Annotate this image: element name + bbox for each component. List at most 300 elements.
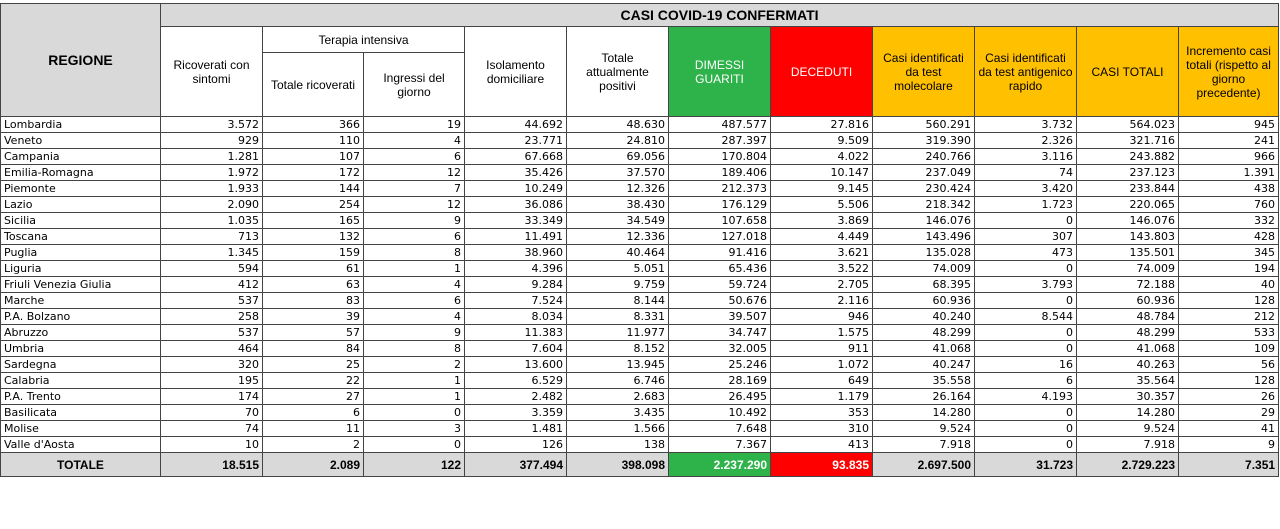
total-isolamento: 377.494 [465, 453, 567, 477]
cell-region: Basilicata [1, 405, 161, 421]
cell-casi-totali: 40.263 [1077, 357, 1179, 373]
cell-casi-totali: 9.524 [1077, 421, 1179, 437]
cell-dimessi: 50.676 [669, 293, 771, 309]
cell-ingressi: 4 [364, 309, 465, 325]
cell-totale-ricoverati: 144 [263, 181, 364, 197]
cell-ricoverati: 174 [161, 389, 263, 405]
cell-ingressi: 6 [364, 293, 465, 309]
cell-incremento: 241 [1179, 133, 1279, 149]
table-row [1, 197, 1279, 213]
cell-isolamento: 4.396 [465, 261, 567, 277]
cell-region: Liguria [1, 261, 161, 277]
cell-region: Abruzzo [1, 325, 161, 341]
cell-region: Veneto [1, 133, 161, 149]
cell-dimessi: 170.804 [669, 149, 771, 165]
cell-ricoverati: 70 [161, 405, 263, 421]
table-title: CASI COVID-19 CONFERMATI [161, 4, 1279, 27]
cell-totale-ricoverati: 84 [263, 341, 364, 357]
cell-ricoverati: 1.345 [161, 245, 263, 261]
cell-positivi: 34.549 [567, 213, 669, 229]
cell-positivi: 38.430 [567, 197, 669, 213]
cell-antigenico: 0 [975, 261, 1077, 277]
cell-ricoverati: 464 [161, 341, 263, 357]
cell-molecolare: 41.068 [873, 341, 975, 357]
cell-casi-totali: 135.501 [1077, 245, 1179, 261]
cell-ricoverati: 412 [161, 277, 263, 293]
cell-molecolare: 68.395 [873, 277, 975, 293]
cell-molecolare: 48.299 [873, 325, 975, 341]
cell-isolamento: 2.482 [465, 389, 567, 405]
table-row [1, 229, 1279, 245]
cell-ricoverati: 1.035 [161, 213, 263, 229]
header-ricoverati: Ricoverati con sintomi [161, 27, 263, 117]
cell-isolamento: 35.426 [465, 165, 567, 181]
cell-positivi: 8.152 [567, 341, 669, 357]
cell-casi-totali: 60.936 [1077, 293, 1179, 309]
cell-casi-totali: 143.803 [1077, 229, 1179, 245]
cell-ricoverati: 1.281 [161, 149, 263, 165]
cell-region: Sardegna [1, 357, 161, 373]
total-region: TOTALE [1, 453, 161, 477]
cell-totale-ricoverati: 132 [263, 229, 364, 245]
cell-isolamento: 7.524 [465, 293, 567, 309]
cell-deceduti: 911 [771, 341, 873, 357]
table-row [1, 213, 1279, 229]
cell-deceduti: 353 [771, 405, 873, 421]
cell-antigenico: 4.193 [975, 389, 1077, 405]
table-row [1, 405, 1279, 421]
table-row [1, 261, 1279, 277]
cell-incremento: 41 [1179, 421, 1279, 437]
cell-positivi: 8.331 [567, 309, 669, 325]
header-totale-ricoverati: Totale ricoverati [263, 53, 364, 117]
cell-region: Puglia [1, 245, 161, 261]
table-body [1, 117, 1279, 477]
cell-antigenico: 0 [975, 405, 1077, 421]
cell-deceduti: 3.621 [771, 245, 873, 261]
cell-dimessi: 7.367 [669, 437, 771, 453]
cell-totale-ricoverati: 2 [263, 437, 364, 453]
cell-incremento: 212 [1179, 309, 1279, 325]
cell-incremento: 194 [1179, 261, 1279, 277]
total-positivi: 398.098 [567, 453, 669, 477]
table-row [1, 149, 1279, 165]
cell-isolamento: 23.771 [465, 133, 567, 149]
cell-isolamento: 36.086 [465, 197, 567, 213]
cell-ingressi: 9 [364, 213, 465, 229]
cell-totale-ricoverati: 165 [263, 213, 364, 229]
header-antigenico: Casi identificati da test antigenico rapido [975, 27, 1077, 117]
cell-molecolare: 135.028 [873, 245, 975, 261]
cell-antigenico: 0 [975, 421, 1077, 437]
cell-dimessi: 10.492 [669, 405, 771, 421]
cell-deceduti: 10.147 [771, 165, 873, 181]
table-row [1, 245, 1279, 261]
header-terapia-intensiva: Terapia intensiva [263, 27, 465, 53]
cell-ingressi: 4 [364, 133, 465, 149]
cell-antigenico: 0 [975, 437, 1077, 453]
cell-positivi: 9.759 [567, 277, 669, 293]
cell-ingressi: 2 [364, 357, 465, 373]
cell-casi-totali: 41.068 [1077, 341, 1179, 357]
cell-dimessi: 26.495 [669, 389, 771, 405]
cell-ricoverati: 537 [161, 293, 263, 309]
table-row [1, 117, 1279, 133]
table-row [1, 293, 1279, 309]
cell-deceduti: 310 [771, 421, 873, 437]
cell-dimessi: 212.373 [669, 181, 771, 197]
cell-totale-ricoverati: 254 [263, 197, 364, 213]
cell-molecolare: 237.049 [873, 165, 975, 181]
cell-casi-totali: 48.784 [1077, 309, 1179, 325]
cell-region: Marche [1, 293, 161, 309]
cell-molecolare: 14.280 [873, 405, 975, 421]
cell-incremento: 40 [1179, 277, 1279, 293]
cell-antigenico: 0 [975, 213, 1077, 229]
cell-molecolare: 40.240 [873, 309, 975, 325]
table-row [1, 421, 1279, 437]
cell-casi-totali: 237.123 [1077, 165, 1179, 181]
cell-ricoverati: 258 [161, 309, 263, 325]
cell-isolamento: 7.604 [465, 341, 567, 357]
cell-ingressi: 1 [364, 261, 465, 277]
cell-isolamento: 11.383 [465, 325, 567, 341]
cell-molecolare: 40.247 [873, 357, 975, 373]
header-incremento: Incremento casi totali (rispetto al giorno precedente) [1179, 27, 1279, 117]
cell-dimessi: 107.658 [669, 213, 771, 229]
cell-ricoverati: 1.933 [161, 181, 263, 197]
cell-antigenico: 307 [975, 229, 1077, 245]
table-row [1, 165, 1279, 181]
cell-isolamento: 38.960 [465, 245, 567, 261]
cell-molecolare: 319.390 [873, 133, 975, 149]
cell-molecolare: 143.496 [873, 229, 975, 245]
cell-ricoverati: 10 [161, 437, 263, 453]
cell-ingressi: 7 [364, 181, 465, 197]
cell-antigenico: 16 [975, 357, 1077, 373]
table-row [1, 277, 1279, 293]
cell-region: Calabria [1, 373, 161, 389]
cell-totale-ricoverati: 159 [263, 245, 364, 261]
cell-ingressi: 0 [364, 405, 465, 421]
cell-isolamento: 10.249 [465, 181, 567, 197]
cell-isolamento: 33.349 [465, 213, 567, 229]
cell-totale-ricoverati: 39 [263, 309, 364, 325]
cell-dimessi: 189.406 [669, 165, 771, 181]
table-row [1, 437, 1279, 453]
cell-ingressi: 8 [364, 245, 465, 261]
cell-dimessi: 91.416 [669, 245, 771, 261]
cell-casi-totali: 7.918 [1077, 437, 1179, 453]
cell-deceduti: 3.522 [771, 261, 873, 277]
cell-dimessi: 287.397 [669, 133, 771, 149]
cell-antigenico: 0 [975, 341, 1077, 357]
cell-casi-totali: 564.023 [1077, 117, 1179, 133]
cell-isolamento: 8.034 [465, 309, 567, 325]
cell-isolamento: 13.600 [465, 357, 567, 373]
cell-casi-totali: 233.844 [1077, 181, 1179, 197]
cell-dimessi: 7.648 [669, 421, 771, 437]
cell-region: Molise [1, 421, 161, 437]
cell-ingressi: 3 [364, 421, 465, 437]
table-row [1, 389, 1279, 405]
cell-antigenico: 8.544 [975, 309, 1077, 325]
cell-positivi: 12.336 [567, 229, 669, 245]
table-row [1, 309, 1279, 325]
cell-deceduti: 2.116 [771, 293, 873, 309]
cell-casi-totali: 243.882 [1077, 149, 1179, 165]
cell-deceduti: 2.705 [771, 277, 873, 293]
cell-ricoverati: 195 [161, 373, 263, 389]
total-casi-totali: 2.729.223 [1077, 453, 1179, 477]
cell-casi-totali: 72.188 [1077, 277, 1179, 293]
cell-deceduti: 413 [771, 437, 873, 453]
cell-ricoverati: 929 [161, 133, 263, 149]
cell-deceduti: 27.816 [771, 117, 873, 133]
cell-positivi: 8.144 [567, 293, 669, 309]
cell-antigenico: 3.420 [975, 181, 1077, 197]
table-row [1, 325, 1279, 341]
cell-antigenico: 3.793 [975, 277, 1077, 293]
cell-incremento: 56 [1179, 357, 1279, 373]
cell-positivi: 24.810 [567, 133, 669, 149]
cell-region: Lombardia [1, 117, 161, 133]
cell-incremento: 428 [1179, 229, 1279, 245]
cell-positivi: 11.977 [567, 325, 669, 341]
cell-region: Toscana [1, 229, 161, 245]
covid-cases-table [0, 3, 1279, 477]
cell-ricoverati: 594 [161, 261, 263, 277]
cell-deceduti: 5.506 [771, 197, 873, 213]
cell-deceduti: 4.449 [771, 229, 873, 245]
cell-positivi: 5.051 [567, 261, 669, 277]
cell-dimessi: 28.169 [669, 373, 771, 389]
cell-molecolare: 7.918 [873, 437, 975, 453]
cell-casi-totali: 48.299 [1077, 325, 1179, 341]
cell-incremento: 109 [1179, 341, 1279, 357]
cell-molecolare: 146.076 [873, 213, 975, 229]
cell-region: Campania [1, 149, 161, 165]
cell-antigenico: 0 [975, 293, 1077, 309]
cell-casi-totali: 146.076 [1077, 213, 1179, 229]
cell-ricoverati: 3.572 [161, 117, 263, 133]
cell-incremento: 945 [1179, 117, 1279, 133]
cell-dimessi: 127.018 [669, 229, 771, 245]
header-ingressi: Ingressi del giorno [364, 53, 465, 117]
cell-positivi: 6.746 [567, 373, 669, 389]
header-molecolare: Casi identificati da test molecolare [873, 27, 975, 117]
cell-totale-ricoverati: 57 [263, 325, 364, 341]
cell-totale-ricoverati: 110 [263, 133, 364, 149]
cell-ricoverati: 1.972 [161, 165, 263, 181]
cell-dimessi: 25.246 [669, 357, 771, 373]
cell-antigenico: 74 [975, 165, 1077, 181]
cell-region: Piemonte [1, 181, 161, 197]
header-positivi: Totale attualmente positivi [567, 27, 669, 117]
header-isolamento: Isolamento domiciliare [465, 27, 567, 117]
cell-casi-totali: 74.009 [1077, 261, 1179, 277]
cell-incremento: 332 [1179, 213, 1279, 229]
cell-ingressi: 12 [364, 165, 465, 181]
cell-totale-ricoverati: 6 [263, 405, 364, 421]
cell-incremento: 128 [1179, 373, 1279, 389]
cell-positivi: 37.570 [567, 165, 669, 181]
header-casi-totali: CASI TOTALI [1077, 27, 1179, 117]
cell-dimessi: 487.577 [669, 117, 771, 133]
cell-molecolare: 26.164 [873, 389, 975, 405]
cell-totale-ricoverati: 63 [263, 277, 364, 293]
cell-ingressi: 19 [364, 117, 465, 133]
cell-region: Sicilia [1, 213, 161, 229]
cell-isolamento: 44.692 [465, 117, 567, 133]
cell-casi-totali: 30.357 [1077, 389, 1179, 405]
cell-molecolare: 35.558 [873, 373, 975, 389]
cell-ingressi: 1 [364, 373, 465, 389]
cell-dimessi: 32.005 [669, 341, 771, 357]
cell-positivi: 138 [567, 437, 669, 453]
table-row [1, 133, 1279, 149]
cell-ricoverati: 713 [161, 229, 263, 245]
header-regione: REGIONE [1, 4, 161, 117]
cell-deceduti: 3.869 [771, 213, 873, 229]
cell-incremento: 128 [1179, 293, 1279, 309]
cell-ingressi: 12 [364, 197, 465, 213]
cell-ingressi: 8 [364, 341, 465, 357]
cell-deceduti: 1.179 [771, 389, 873, 405]
cell-molecolare: 560.291 [873, 117, 975, 133]
cell-molecolare: 60.936 [873, 293, 975, 309]
cell-ricoverati: 537 [161, 325, 263, 341]
total-antigenico: 31.723 [975, 453, 1077, 477]
cell-ingressi: 6 [364, 229, 465, 245]
header-dimessi: DIMESSI GUARITI [669, 27, 771, 117]
cell-region: P.A. Bolzano [1, 309, 161, 325]
cell-ingressi: 6 [364, 149, 465, 165]
total-ricoverati: 18.515 [161, 453, 263, 477]
total-dimessi: 2.237.290 [669, 453, 771, 477]
cell-casi-totali: 321.716 [1077, 133, 1179, 149]
cell-positivi: 40.464 [567, 245, 669, 261]
cell-deceduti: 9.145 [771, 181, 873, 197]
cell-incremento: 533 [1179, 325, 1279, 341]
cell-ingressi: 4 [364, 277, 465, 293]
table-row [1, 341, 1279, 357]
table-row [1, 181, 1279, 197]
cell-antigenico: 0 [975, 325, 1077, 341]
table-row [1, 357, 1279, 373]
cell-totale-ricoverati: 366 [263, 117, 364, 133]
cell-dimessi: 39.507 [669, 309, 771, 325]
cell-incremento: 760 [1179, 197, 1279, 213]
cell-deceduti: 1.072 [771, 357, 873, 373]
cell-ricoverati: 2.090 [161, 197, 263, 213]
cell-dimessi: 34.747 [669, 325, 771, 341]
cell-region: Friuli Venezia Giulia [1, 277, 161, 293]
cell-totale-ricoverati: 83 [263, 293, 364, 309]
cell-molecolare: 218.342 [873, 197, 975, 213]
cell-isolamento: 67.668 [465, 149, 567, 165]
total-deceduti: 93.835 [771, 453, 873, 477]
cell-dimessi: 176.129 [669, 197, 771, 213]
cell-molecolare: 230.424 [873, 181, 975, 197]
cell-isolamento: 9.284 [465, 277, 567, 293]
cell-positivi: 12.326 [567, 181, 669, 197]
cell-antigenico: 3.732 [975, 117, 1077, 133]
table-row [1, 373, 1279, 389]
cell-positivi: 13.945 [567, 357, 669, 373]
cell-deceduti: 946 [771, 309, 873, 325]
cell-dimessi: 59.724 [669, 277, 771, 293]
cell-isolamento: 126 [465, 437, 567, 453]
total-totale-ricoverati: 2.089 [263, 453, 364, 477]
cell-region: Valle d'Aosta [1, 437, 161, 453]
cell-isolamento: 11.491 [465, 229, 567, 245]
cell-region: Umbria [1, 341, 161, 357]
total-molecolare: 2.697.500 [873, 453, 975, 477]
cell-totale-ricoverati: 107 [263, 149, 364, 165]
totale-row [1, 453, 1279, 477]
total-ingressi: 122 [364, 453, 465, 477]
cell-dimessi: 65.436 [669, 261, 771, 277]
cell-casi-totali: 220.065 [1077, 197, 1179, 213]
cell-casi-totali: 14.280 [1077, 405, 1179, 421]
header-deceduti: DECEDUTI [771, 27, 873, 117]
total-incremento: 7.351 [1179, 453, 1279, 477]
cell-isolamento: 3.359 [465, 405, 567, 421]
cell-incremento: 26 [1179, 389, 1279, 405]
cell-antigenico: 2.326 [975, 133, 1077, 149]
cell-incremento: 966 [1179, 149, 1279, 165]
cell-antigenico: 473 [975, 245, 1077, 261]
cell-totale-ricoverati: 172 [263, 165, 364, 181]
cell-ingressi: 0 [364, 437, 465, 453]
cell-positivi: 1.566 [567, 421, 669, 437]
cell-ricoverati: 74 [161, 421, 263, 437]
cell-molecolare: 240.766 [873, 149, 975, 165]
cell-positivi: 2.683 [567, 389, 669, 405]
cell-ricoverati: 320 [161, 357, 263, 373]
cell-region: P.A. Trento [1, 389, 161, 405]
cell-deceduti: 1.575 [771, 325, 873, 341]
cell-molecolare: 9.524 [873, 421, 975, 437]
cell-ingressi: 1 [364, 389, 465, 405]
cell-deceduti: 4.022 [771, 149, 873, 165]
cell-incremento: 1.391 [1179, 165, 1279, 181]
cell-isolamento: 1.481 [465, 421, 567, 437]
cell-positivi: 3.435 [567, 405, 669, 421]
cell-positivi: 48.630 [567, 117, 669, 133]
cell-incremento: 345 [1179, 245, 1279, 261]
cell-antigenico: 6 [975, 373, 1077, 389]
cell-deceduti: 9.509 [771, 133, 873, 149]
cell-deceduti: 649 [771, 373, 873, 389]
cell-incremento: 29 [1179, 405, 1279, 421]
cell-antigenico: 1.723 [975, 197, 1077, 213]
cell-region: Emilia-Romagna [1, 165, 161, 181]
cell-totale-ricoverati: 11 [263, 421, 364, 437]
cell-region: Lazio [1, 197, 161, 213]
cell-positivi: 69.056 [567, 149, 669, 165]
cell-totale-ricoverati: 27 [263, 389, 364, 405]
cell-totale-ricoverati: 25 [263, 357, 364, 373]
cell-totale-ricoverati: 22 [263, 373, 364, 389]
cell-isolamento: 6.529 [465, 373, 567, 389]
cell-molecolare: 74.009 [873, 261, 975, 277]
cell-ingressi: 9 [364, 325, 465, 341]
cell-totale-ricoverati: 61 [263, 261, 364, 277]
cell-incremento: 9 [1179, 437, 1279, 453]
cell-casi-totali: 35.564 [1077, 373, 1179, 389]
